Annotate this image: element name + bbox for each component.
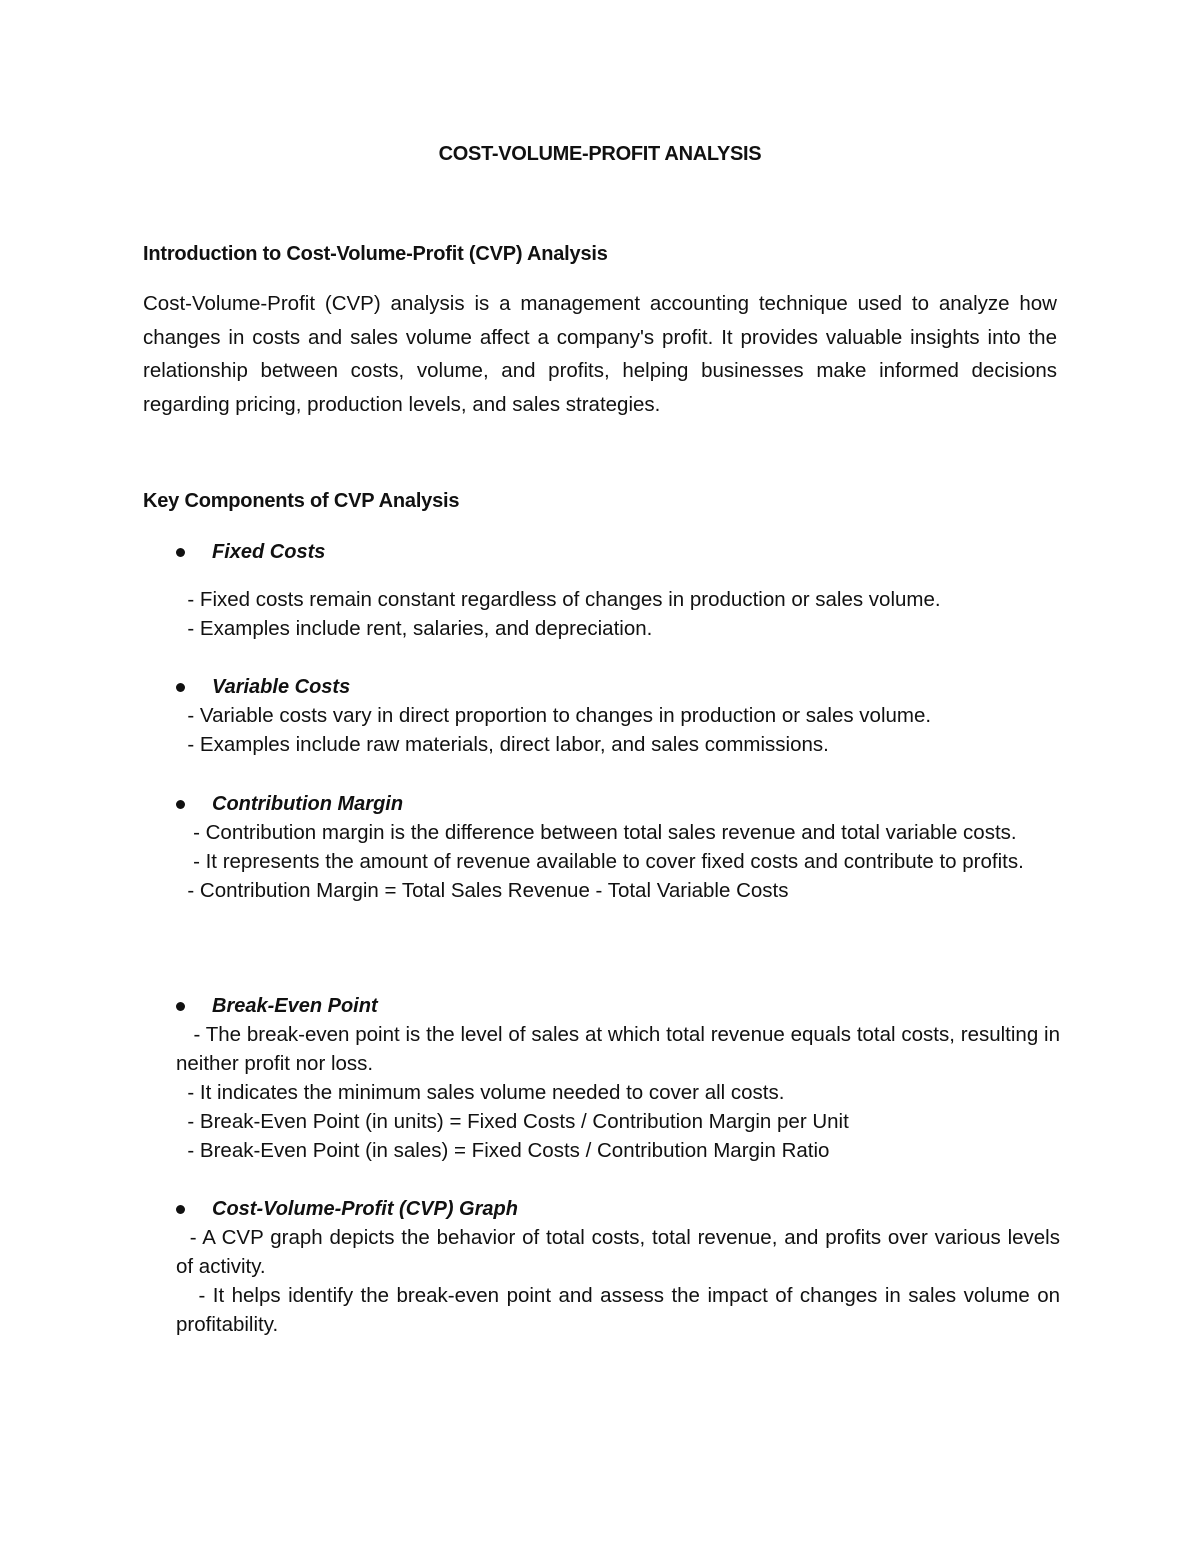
detail-line: - Examples include raw materials, direct labor, and sales commissions.	[176, 733, 829, 756]
detail-line: - A CVP graph depicts the behavior of total costs, total revenue, and profits over various levels of activity.	[176, 1226, 1066, 1278]
detail-line: - Variable costs vary in direct proportion to changes in production or sales volume.	[176, 704, 932, 727]
components-heading: Key Components of CVP Analysis	[143, 490, 460, 512]
detail-line: - Contribution margin is the difference between total sales revenue and total variable costs.	[176, 821, 1017, 844]
detail-line: - Break-Even Point (in units) = Fixed Costs / Contribution Margin per Unit	[176, 1110, 849, 1133]
document-title: COST-VOLUME-PROFIT ANALYSIS	[438, 143, 762, 165]
bullet-heading	[176, 1195, 1060, 1223]
bullet-heading	[176, 538, 1060, 566]
bullet-title: Fixed Costs	[212, 541, 326, 563]
detail-line: - It indicates the minimum sales volume needed to cover all costs.	[176, 1081, 785, 1104]
detail-line: - Fixed costs remain constant regardless of changes in production or sales volume.	[176, 588, 941, 611]
component-contribution-margin	[176, 790, 1060, 905]
bullet-heading	[176, 790, 1060, 818]
component-fixed-costs	[176, 538, 1060, 643]
bullet-dot-icon	[176, 683, 185, 692]
bullet-dot-icon	[176, 1002, 185, 1011]
intro-heading: Introduction to Cost-Volume-Profit (CVP) Analysis	[143, 243, 608, 265]
detail-line: - It helps identify the break-even point and assess the impact of changes in sales volume on profitability.	[176, 1284, 1066, 1336]
component-cvp-graph	[176, 1195, 1066, 1339]
bullet-heading	[176, 992, 1060, 1020]
intro-paragraph: Cost-Volume-Profit (CVP) analysis is a management accounting technique used to analyze how changes in costs and sales volume affect a company's profit. It provides valuable insights into the relationship between costs, volume, and profits, helping businesses make informed decisions regarding pricing, production levels, and sales strategies.	[143, 292, 1057, 416]
bullet-dot-icon	[176, 1205, 185, 1214]
bullet-heading	[176, 673, 1060, 701]
bullet-dot-icon	[176, 548, 185, 557]
bullet-title: Variable Costs	[212, 676, 351, 698]
detail-line: - Break-Even Point (in sales) = Fixed Costs / Contribution Margin Ratio	[176, 1139, 830, 1162]
component-variable-costs	[176, 673, 1060, 759]
component-break-even-point	[176, 992, 1066, 1165]
bullet-title: Cost-Volume-Profit (CVP) Graph	[212, 1198, 518, 1220]
detail-line: - Contribution Margin = Total Sales Revenue - Total Variable Costs	[176, 879, 789, 902]
bullet-title: Break-Even Point	[212, 995, 378, 1017]
detail-line: - Examples include rent, salaries, and depreciation.	[176, 617, 653, 640]
detail-line: - The break-even point is the level of sales at which total revenue equals total costs, resulting in neither profit nor loss.	[176, 1023, 1066, 1075]
bullet-title: Contribution Margin	[212, 793, 404, 815]
bullet-dot-icon	[176, 800, 185, 809]
detail-line: - It represents the amount of revenue available to cover fixed costs and contribute to profits.	[176, 850, 1024, 873]
